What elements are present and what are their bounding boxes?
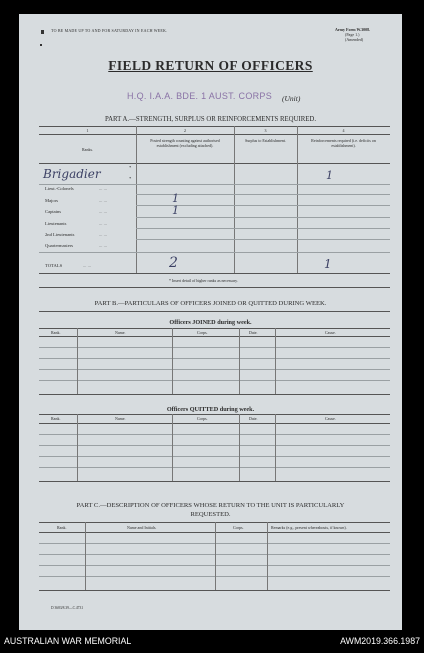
rank-lieutenants: Lieutenants <box>45 221 67 226</box>
col-divider <box>275 414 276 481</box>
col-corps: Corps. <box>197 330 208 335</box>
posted-majors: 1 <box>172 192 179 205</box>
rule <box>39 414 390 415</box>
leader: ... ... <box>99 198 108 203</box>
col-divider <box>172 414 173 481</box>
footer-bar <box>0 630 424 653</box>
rank-captains: Captains <box>45 209 62 214</box>
col-divider <box>85 522 86 590</box>
col-number: 3 <box>264 128 267 133</box>
rank-lt-col: Lieut.-Colonels <box>45 186 74 191</box>
col-divider <box>215 522 216 590</box>
rule <box>39 273 390 274</box>
col-corps: Corps. <box>233 525 244 530</box>
rule <box>39 126 390 127</box>
reinf-brigadier: 1 <box>326 169 333 182</box>
row-line <box>39 434 390 435</box>
col-cause: Cause. <box>325 416 336 421</box>
col-header-reinforcements: Reinforcements required (i.e. deficits on establishment). <box>311 138 376 148</box>
printer-code: D 3683/8.39—C.4731 <box>51 606 84 610</box>
col-divider <box>172 328 173 394</box>
col-rank: Rank. <box>51 330 61 335</box>
form-title: FIELD RETURN OF OFFICERS <box>108 58 313 73</box>
col-divider <box>239 414 240 481</box>
totals-label: TOTALS <box>45 263 63 268</box>
leader: ... ... <box>99 232 108 237</box>
rank-majors: Majors <box>45 198 59 203</box>
row-line <box>39 445 390 446</box>
row-line <box>39 358 390 359</box>
col-divider <box>77 328 78 394</box>
quitted-title: Officers QUITTED during week. <box>166 406 255 413</box>
rule <box>39 423 390 424</box>
col-date: Date. <box>249 416 258 421</box>
part-a-heading: PART A.—STRENGTH, SURPLUS OR REINFORCEMENTS REQUIRED. <box>104 116 317 123</box>
col-name: Name. <box>115 416 126 421</box>
leader: ... ... <box>99 221 108 226</box>
col-rank: Rank. <box>51 416 61 421</box>
row-line <box>136 239 390 240</box>
rank-2nd-lieutenants: 2nd Lieutenants <box>45 232 75 237</box>
part-a-footnote: * Insert detail of higher ranks as necessary. <box>169 278 238 283</box>
form-id: Army Form W.3008. <box>335 27 371 32</box>
joined-title: Officers JOINED during week. <box>169 319 252 326</box>
rank-brigadier: Brigadier <box>43 167 101 181</box>
rule <box>39 311 390 312</box>
rule <box>39 481 390 482</box>
instruction-text: TO BE MADE UP TO AND FOR SATURDAY IN EACH WEEK. <box>51 28 168 33</box>
rule <box>39 394 390 395</box>
col-header-surplus: Surplus to Establishment. <box>245 138 286 143</box>
col-remarks: Remarks (e.g., present whereabouts, if known). <box>271 525 347 530</box>
col-name-initials: Name and Initials. <box>127 525 157 530</box>
col-cause: Cause. <box>325 330 336 335</box>
form-page: (Page 1.) <box>345 32 360 37</box>
part-c-heading-2: REQUESTED. <box>190 511 231 518</box>
rule <box>39 590 390 591</box>
part-b-heading: PART B.—PARTICULARS OF OFFICERS JOINED OR QUITTED DURING WEEK. <box>94 300 327 307</box>
punch-mark-2 <box>40 44 42 46</box>
col-divider <box>239 328 240 394</box>
row-line <box>39 456 390 457</box>
punch-mark <box>41 30 44 34</box>
totals-reinforcements: 1 <box>324 257 332 271</box>
rank-quartermasters: Quartermasters <box>45 243 74 248</box>
row-line <box>39 252 390 253</box>
row-line <box>39 184 390 185</box>
rule <box>39 134 390 135</box>
col-number: 4 <box>342 128 345 133</box>
row-line <box>136 217 390 218</box>
col-rank: Rank. <box>57 525 67 530</box>
col-divider <box>136 126 137 273</box>
col-divider <box>77 414 78 481</box>
rule <box>39 336 390 337</box>
row-line <box>39 467 390 468</box>
col-header-posted: Posted strength counting against authorised establishment (excluding attached). <box>150 138 220 148</box>
col-header-ranks: Ranks. <box>82 147 93 152</box>
col-divider <box>297 126 298 273</box>
unit-label: (Unit) <box>282 94 301 103</box>
part-c-heading-1: PART C.—DESCRIPTION OF OFFICERS WHOSE RETURN TO THE UNIT IS PARTICULARLY <box>76 502 345 509</box>
col-corps: Corps. <box>197 416 208 421</box>
form-sheet <box>19 14 402 630</box>
form-note: (Amended) <box>345 37 364 42</box>
row-line <box>39 380 390 381</box>
totals-posted: 2 <box>169 255 178 271</box>
col-number: 1 <box>86 128 89 133</box>
col-divider <box>234 126 235 273</box>
col-date: Date. <box>249 330 258 335</box>
col-name: Name. <box>115 330 126 335</box>
asterisk: * <box>129 165 132 170</box>
unit-stamp: H.Q. I.A.A. BDE. 1 AUST. CORPS <box>127 91 273 101</box>
leader: ... ... <box>99 186 108 191</box>
leader: ... ... <box>99 209 108 214</box>
footer-right: AWM2019.366.1987 <box>340 636 420 646</box>
leader: ... ... <box>99 243 108 248</box>
row-line <box>39 369 390 370</box>
leader: ... ... <box>83 263 92 268</box>
col-divider <box>275 328 276 394</box>
posted-captains: 1 <box>172 204 179 217</box>
col-number: 2 <box>184 128 186 133</box>
footer-left: AUSTRALIAN WAR MEMORIAL <box>4 636 132 646</box>
row-line <box>39 347 390 348</box>
row-line <box>136 228 390 229</box>
asterisk: * <box>129 176 132 181</box>
rule <box>39 287 390 288</box>
rule <box>39 328 390 329</box>
rule <box>39 163 390 164</box>
col-divider <box>267 522 268 590</box>
